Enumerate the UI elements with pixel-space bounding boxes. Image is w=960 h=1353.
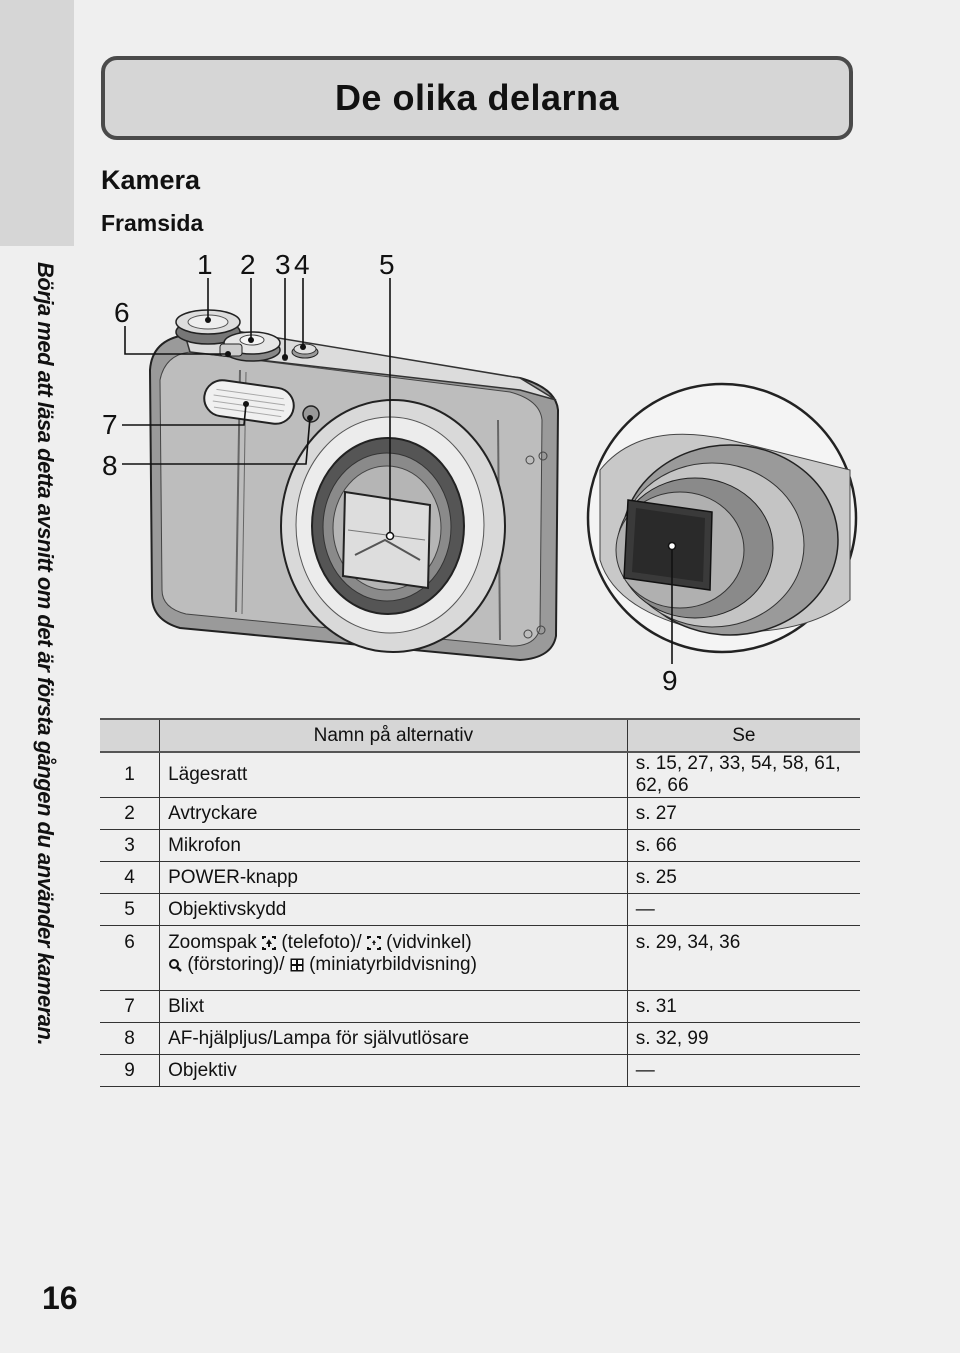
- callout-3: 3: [275, 249, 291, 280]
- table-header-row: [100, 719, 860, 752]
- table-row: [100, 830, 860, 862]
- header-name: Namn på alternativ: [160, 719, 628, 752]
- camera-illustration: [0, 240, 960, 710]
- callout-1: 1: [197, 249, 213, 280]
- callout-7: 7: [102, 409, 118, 440]
- row-name: POWER-knapp: [160, 862, 628, 894]
- table-row: [100, 798, 860, 830]
- row-num: 3: [100, 830, 160, 862]
- row-name: Lägesratt: [160, 752, 628, 798]
- telephoto-icon: [262, 936, 276, 950]
- row-ref: —: [627, 894, 860, 926]
- row-name: Avtryckare: [160, 798, 628, 830]
- parts-table: [100, 718, 860, 1087]
- section-heading: Kamera: [101, 165, 201, 195]
- side-tab: [0, 0, 74, 246]
- wide-angle-label: (vidvinkel): [386, 932, 472, 953]
- page-title: De olika delarna: [334, 77, 620, 118]
- table-row: [100, 991, 860, 1023]
- callout-8: 8: [102, 450, 118, 481]
- page-number: 16: [42, 1280, 78, 1316]
- magnify-icon: [168, 958, 182, 972]
- row-name: Blixt: [160, 991, 628, 1023]
- callout-2: 2: [240, 249, 256, 280]
- sidebar-text: Börja med att läsa detta avsnitt om det är första gången du använder kameran.: [33, 262, 58, 1046]
- table-row: [100, 894, 860, 926]
- row-ref: s. 25: [627, 862, 860, 894]
- row-ref: s. 31: [627, 991, 860, 1023]
- row-num: 4: [100, 862, 160, 894]
- row-num: 9: [100, 1055, 160, 1087]
- wide-angle-icon: [367, 936, 381, 950]
- header-num: [100, 719, 160, 752]
- magnify-label: (förstoring)/: [187, 954, 285, 975]
- row-name: Objektiv: [160, 1055, 628, 1087]
- title-box: [101, 56, 853, 140]
- lens-detail-inset: [588, 384, 856, 652]
- row-ref: s. 32, 99: [627, 1023, 860, 1055]
- table-row: [100, 1055, 860, 1087]
- row-name: AF-hjälpljus/Lampa för självutlösare: [160, 1023, 628, 1055]
- row-name: Objektivskydd: [160, 894, 628, 926]
- row-ref: s. 29, 34, 36: [627, 926, 860, 991]
- subsection-heading: Framsida: [101, 210, 204, 236]
- telephoto-label: (telefoto)/: [281, 932, 362, 953]
- table-row: [100, 926, 860, 991]
- row-ref: s. 15, 27, 33, 54, 58, 61, 62, 66: [627, 752, 860, 798]
- header-ref: Se: [627, 719, 860, 752]
- row-ref: —: [627, 1055, 860, 1087]
- table-row: [100, 752, 860, 798]
- row-num: 2: [100, 798, 160, 830]
- row-num: 7: [100, 991, 160, 1023]
- callout-5: 5: [379, 249, 395, 280]
- lens-cover: [343, 492, 430, 588]
- table-row: [100, 1023, 860, 1055]
- table-row: [100, 862, 860, 894]
- callout-6: 6: [114, 297, 130, 328]
- row-num: 5: [100, 894, 160, 926]
- row-ref: s. 27: [627, 798, 860, 830]
- row-name: Mikrofon: [160, 830, 628, 862]
- row-num: 6: [100, 926, 160, 991]
- row-name-zoom: [160, 926, 628, 991]
- row-num: 1: [100, 752, 160, 798]
- thumbnail-icon: [290, 958, 304, 972]
- row-num: 8: [100, 1023, 160, 1055]
- callout-9: 9: [662, 665, 678, 696]
- row-ref: s. 66: [627, 830, 860, 862]
- zoom-lever-label: Zoomspak: [168, 932, 257, 953]
- callout-4: 4: [294, 249, 310, 280]
- thumbnail-label: (miniatyrbildvisning): [309, 954, 477, 975]
